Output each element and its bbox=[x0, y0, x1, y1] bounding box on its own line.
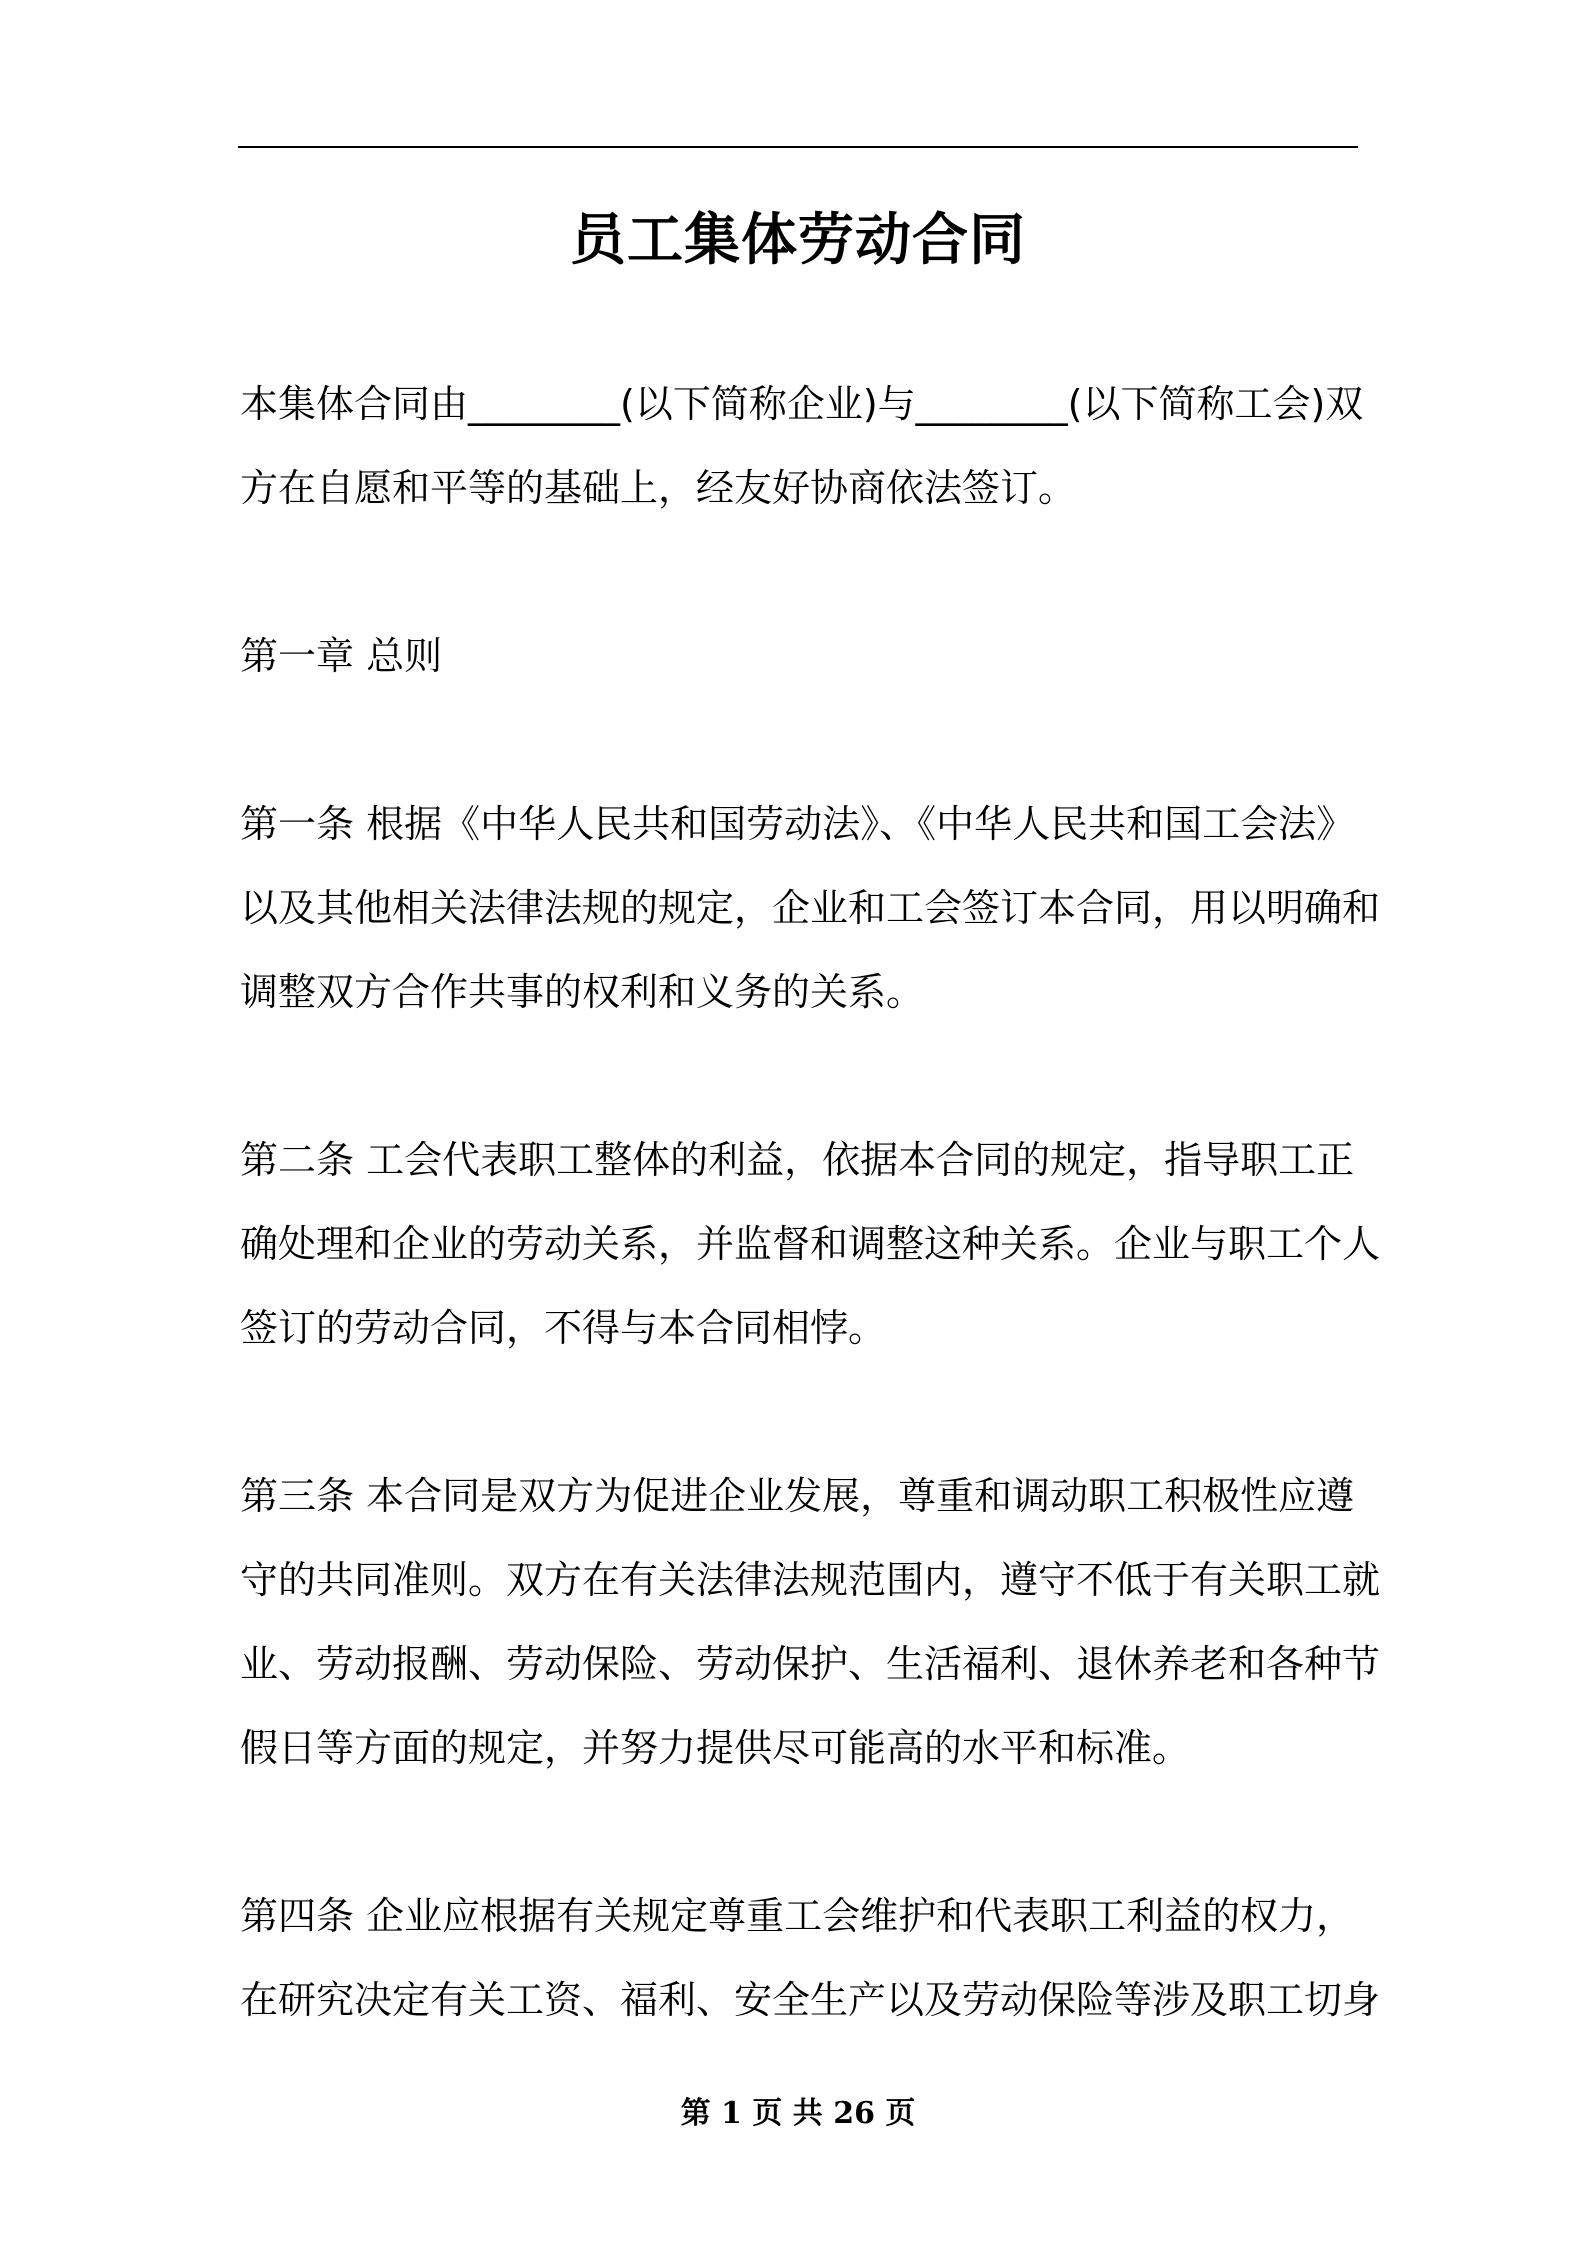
article-line: 第一条 根据《中华人民共和国劳动法》、《中华人民共和国工会法》 bbox=[240, 802, 1355, 846]
article-line: 调整双方合作共事的权利和义务的关系。 bbox=[240, 970, 925, 1014]
intro-paragraph bbox=[240, 362, 1364, 530]
article-line: 以及其他相关法律法规的规定，企业和工会签订本合同，用以明确和 bbox=[240, 886, 1381, 930]
article-line: 第四条 企业应根据有关规定尊重工会维护和代表职工利益的权力， bbox=[240, 1894, 1355, 1938]
article-2 bbox=[240, 1118, 1381, 1370]
chapter-heading-text: 第一章 总则 bbox=[240, 634, 443, 678]
article-line: 第二条 工会代表职工整体的利益，依据本合同的规定，指导职工正 bbox=[240, 1138, 1355, 1182]
article-line: 签订的劳动合同，不得与本合同相悖。 bbox=[240, 1306, 887, 1350]
document-title: 员工集体劳动合同 bbox=[570, 208, 1026, 273]
article-1 bbox=[240, 782, 1381, 1034]
article-line: 守的共同准则。双方在有关法律法规范围内，遵守不低于有关职工就 bbox=[240, 1558, 1381, 1602]
intro-line: 方在自愿和平等的基础上，经友好协商依法签订。 bbox=[240, 466, 1077, 510]
page-footer: 第 1 页 共 26 页 bbox=[680, 2096, 916, 2131]
article-line: 在研究决定有关工资、福利、安全生产以及劳动保险等涉及职工切身 bbox=[240, 1978, 1381, 2022]
article-line: 假日等方面的规定，并努力提供尽可能高的水平和标准。 bbox=[240, 1726, 1191, 1770]
article-line: 业、劳动报酬、劳动保险、劳动保护、生活福利、退休养老和各种节 bbox=[240, 1642, 1381, 1686]
chapter-heading bbox=[240, 614, 1360, 698]
article-line: 第三条 本合同是双方为促进企业发展，尊重和调动职工积极性应遵 bbox=[240, 1474, 1355, 1518]
header-rule bbox=[238, 146, 1358, 148]
intro-line: 本集体合同由________(以下简称企业)与________(以下简称工会)双 bbox=[240, 382, 1364, 426]
article-3 bbox=[240, 1454, 1381, 1790]
article-4 bbox=[240, 1874, 1381, 2042]
article-line: 确处理和企业的劳动关系，并监督和调整这种关系。企业与职工个人 bbox=[240, 1222, 1381, 1266]
